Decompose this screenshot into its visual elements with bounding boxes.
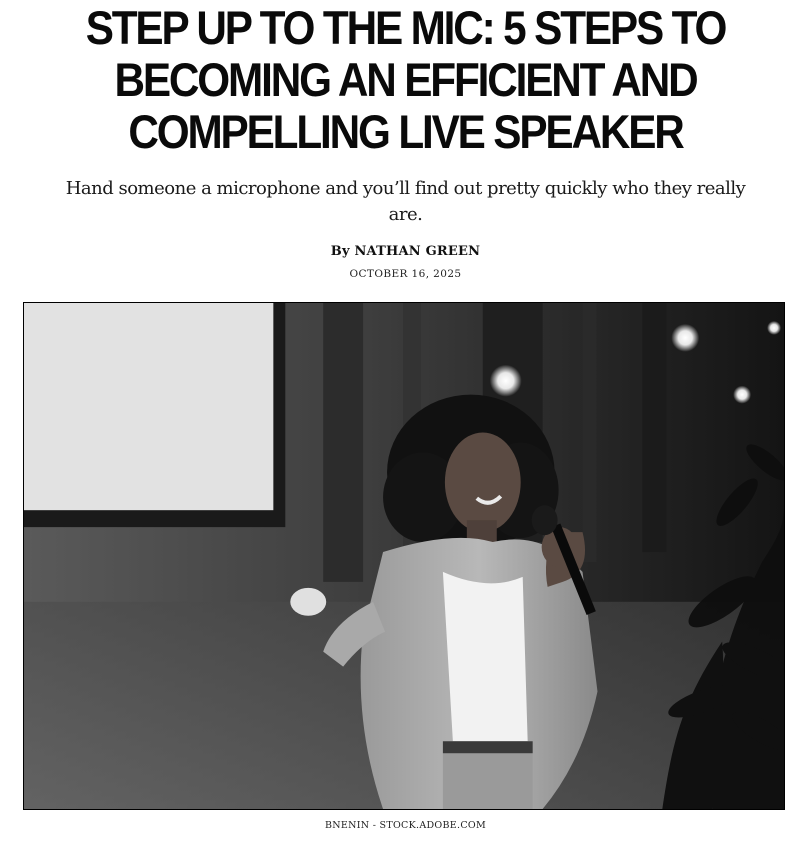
hero-photo (23, 302, 785, 810)
speaker-photo-illustration (24, 303, 784, 809)
article-dek: Hand someone a microphone and you’ll find out pretty quickly who they really are. (65, 178, 746, 225)
publish-date: OCTOBER 16, 2025 (349, 268, 462, 280)
byline[interactable]: By NATHAN GREEN (330, 244, 481, 259)
photo-credit: BNENIN - STOCK.ADOBE.COM (324, 820, 487, 831)
headline: STEP UP TO THE MIC: 5 STEPS TO BECOMING AN EFFICIENT AND COMPELLING LIVE SPEAKER (85, 1, 726, 158)
